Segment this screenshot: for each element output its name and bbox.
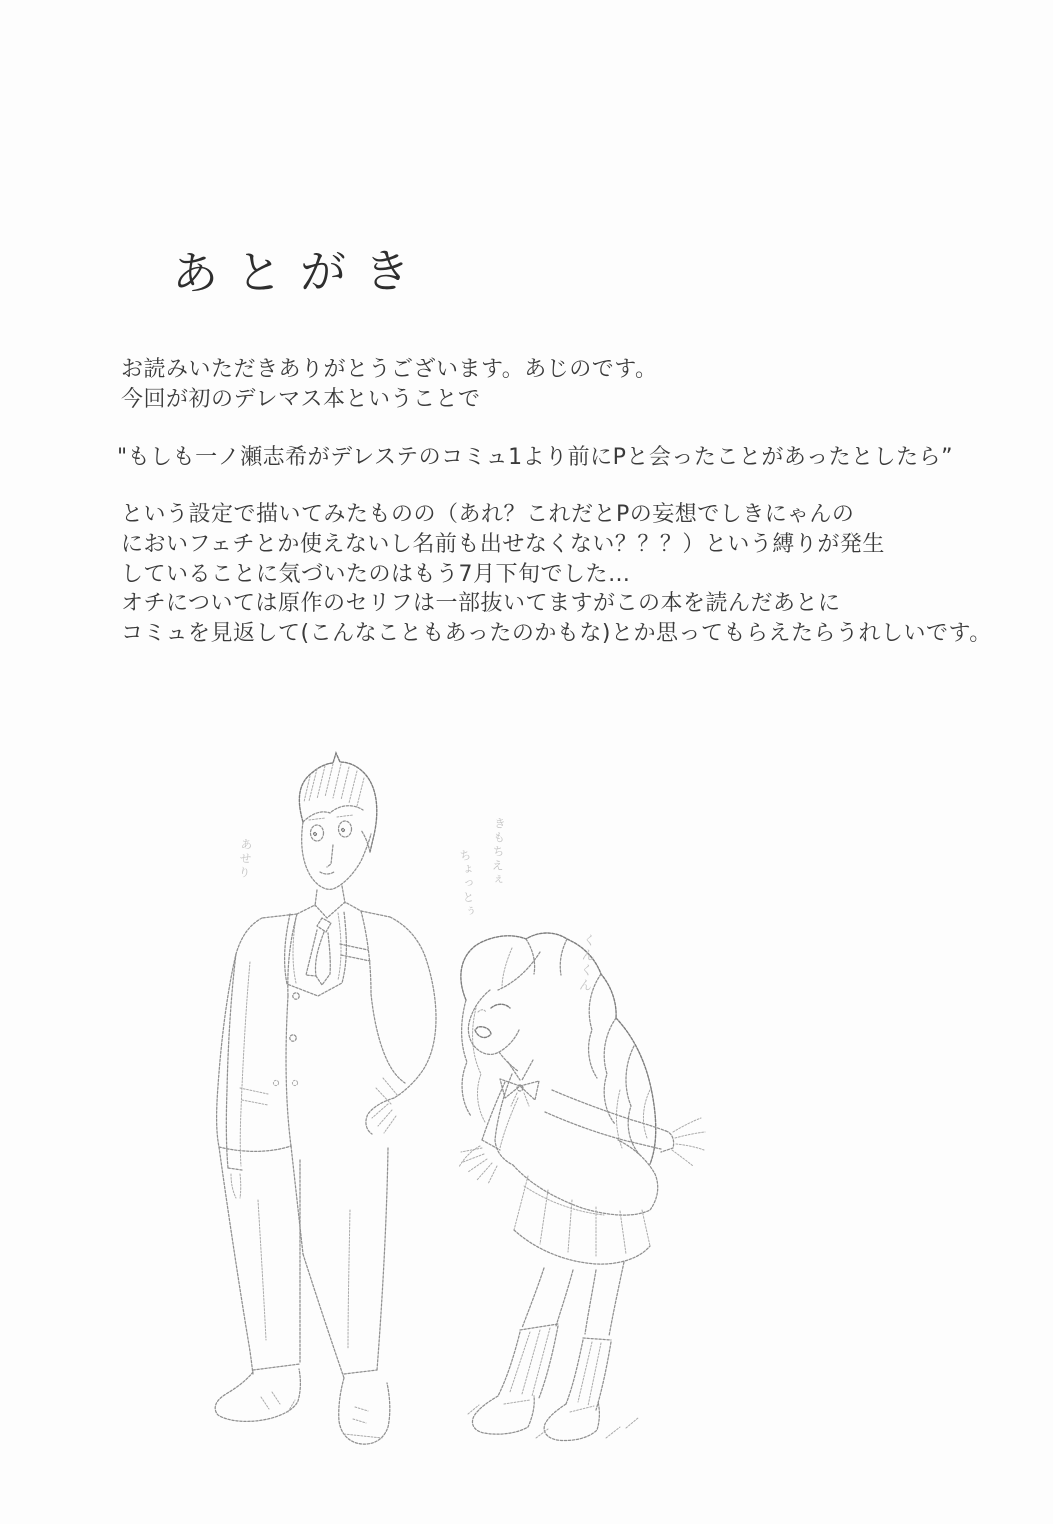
text-line: においフェチとか使えないし名前も出せなくない？？？）という縛りが発生 <box>121 531 885 557</box>
afterword-quote: "もしも一ノ瀬志希がデレステのコミュ1より前にPと会ったことがあったとしたら” <box>117 445 954 470</box>
text-line: していることに気づいたのはもう7月下旬でした… <box>121 561 631 587</box>
text-line: という設定で描いてみたものの（あれ？これだとPの妄想でしきにゃんの <box>121 502 855 527</box>
sketch-note-girl-a: きもちえぇ <box>489 816 507 888</box>
text-line: 今回が初のデレマス本ということで <box>121 387 481 412</box>
man-suit <box>217 902 436 1198</box>
girl-uniform <box>459 1060 705 1264</box>
text-line: オチについては原作のセリフは一部抜いてますがこの本を読んだあとに <box>121 591 841 617</box>
sketch-note-man: あせり <box>236 837 254 881</box>
text-line: コミュを見返して(こんなこともあったのかもな)とか思ってもらえたらうれしいです。 <box>121 621 992 647</box>
page-title: あとがき <box>171 243 429 301</box>
text-line: お読みいただきありがとうございます。あじのです。 <box>121 357 658 382</box>
man-shoes <box>215 1369 390 1444</box>
sketch-note-girl-c: くんくん <box>575 932 596 994</box>
man-head <box>299 753 376 906</box>
girl-figure <box>459 933 705 1441</box>
girl-hair <box>461 933 656 1164</box>
man-trousers <box>219 1146 388 1378</box>
sketch-note-girl-b: ちょっとぅ <box>457 848 477 920</box>
girl-face <box>468 990 519 1071</box>
girl-legs <box>468 1262 638 1441</box>
